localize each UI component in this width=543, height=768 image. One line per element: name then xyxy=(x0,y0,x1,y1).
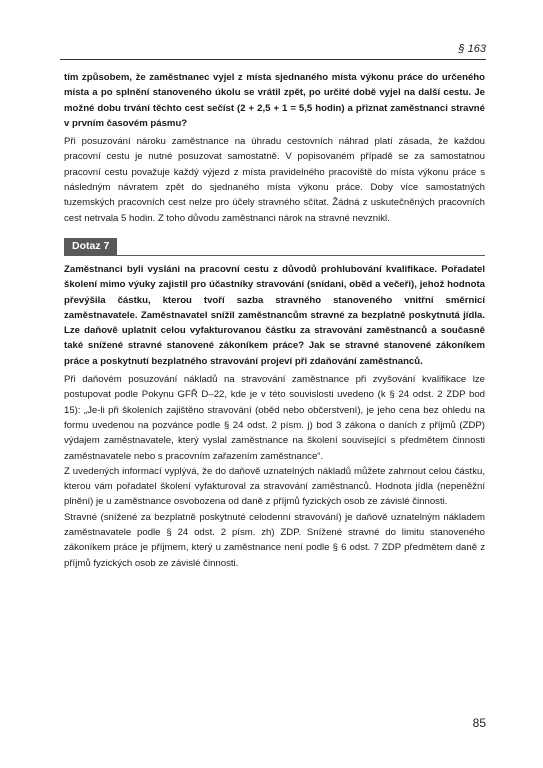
answer-paragraph-2: Při daňovém posuzování nákladů na stravování zaměstnance při zvyšování kvalifikace lze postupovat podle Pokynu GFŘ D–22, kde je v této souvislosti uvedeno (k § 24 odst. 2 ZDP bod 15): „Je-li při školeních zajištěno stravování (oběd nebo občerstvení), je jeho cena bez ohledu na formu uvedenou na pozvánce podle § 24 odst. 2 písm. j) bod 3 zákona o daních z příjmů (ZDP) výdajem zaměstnavatele, který vyslal zaměstnance na školení související s předmětem činnosti zaměstnavatele nebo s pracovním zařazením zaměstnance“. xyxy=(64,374,485,462)
question-continuation: tím způsobem, že zaměstnanec vyjel z místa sjednaného místa výkonu práce do určeného místa a po splnění stanoveného úkolu se vrátil zpět, po určité době vyjel na další cestu. Je možné dobu trvání těchto cest sečíst (2 + 2,5 + 1 = 5,5 hodin) a přiznat zaměstnanci stravné v prvním časovém pásmu? xyxy=(64,72,485,129)
question-label: Dotaz 7 xyxy=(64,238,117,255)
answer-paragraph-4: Stravné (snížené za bezplatně poskytnuté celodenní stravování) je daňově uznatelným nákladem zaměstnavatele podle § 24 odst. 2 písm. zh) ZDP. Snížené stravné do limitu stanoveného zákoníkem práce je příjmem, který u zaměstnance není podle § 6 odst. 7 ZDP předmětem daně z příjmů fyzických osob ze závislé činnosti. xyxy=(64,511,485,569)
page-content xyxy=(64,70,485,571)
question-heading-bar xyxy=(64,236,485,256)
question-text: Zaměstnanci byli vysláni na pracovní cestu z důvodů prohlubování kvalifikace. Pořadatel školení mimo výuky zajistil pro účastníky stravování (snídani, oběd a večeři), jehož hodnota převýšila částku, kterou tvoří sazba stravného stanoveného vnitřní směrnicí zaměstnavatele. Zaměstnavatel snížil zaměstnancům stravné za bezplatně poskytnutá jídla. Lze daňově uplatnit celou vyfakturovanou částku za stravování zaměstnanců a současně také snížené stravné stanovené zákoníkem práce? Jak se stravné stanovené zákoníkem práce a poskytnutí bezplatného stravování projeví při zdaňování zaměstnanců. xyxy=(64,263,485,367)
header-rule xyxy=(60,59,486,60)
answer-paragraph-1: Při posuzování nároku zaměstnance na úhradu cestovních náhrad platí zásada, že každou pracovní cestu je nutné posuzovat samostatně. V popisovaném případě se za samostatnou pracovní cestu považuje každý výjezd z místa pravidelného pracoviště do místa výkonu práce s následným návratem zpět do sjednaného místa výkonu práce. Doby více samostatných tuzemských pracovních cest nelze pro účely stravného sčítat. Žádná z uskutečněných pracovních cest netrvala 5 hodin. Z toho důvodu zaměstnanci nárok na stravné nevznikl. xyxy=(64,136,485,224)
page-number: 85 xyxy=(472,716,486,730)
section-header: § 163 xyxy=(458,43,486,55)
answer-paragraph-3: Z uvedených informací vyplývá, že do daňově uznatelných nákladů můžete zahrnout celou částku, kterou vám pořadatel školení vyfakturoval za stravování zaměstnanců. Hodnota jídla (nepeněžní plnění) je u zaměstnance osvobozena od daně z příjmů fyzických osob ze závislé činnosti. xyxy=(64,465,485,508)
